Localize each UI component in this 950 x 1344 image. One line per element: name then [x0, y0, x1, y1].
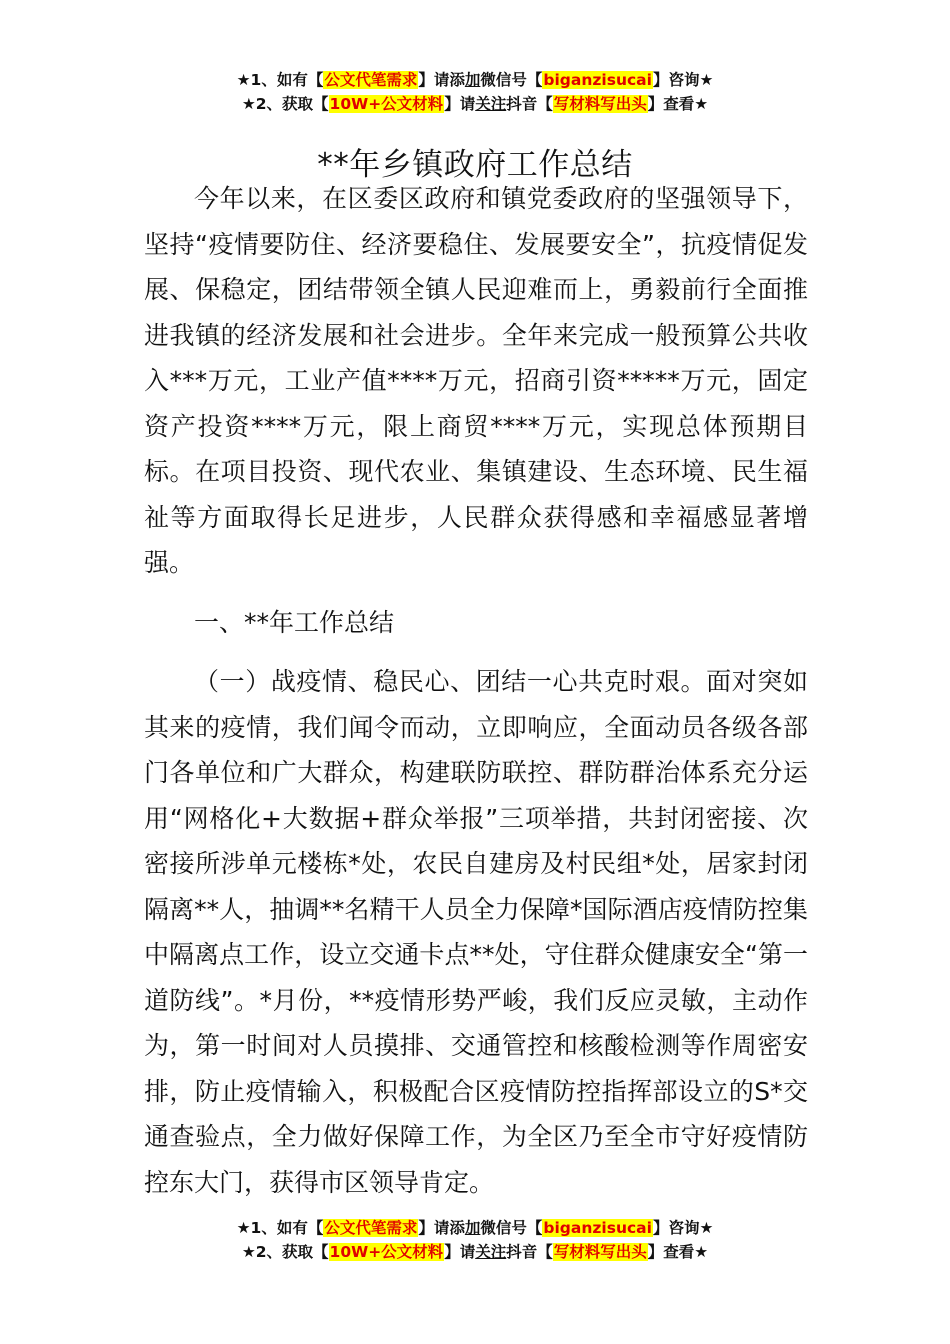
- promo-line-1: ★1、如有【公文代笔需求】请添加微信号【biganzisucai】咨询★: [236, 1219, 714, 1237]
- promo-banner-bottom: [0, 1216, 950, 1264]
- highlight-douyin: 写材料写出头: [553, 95, 647, 113]
- highlight-materials: 10W+公文材料: [329, 1243, 444, 1261]
- promo-line-1: ★1、如有【公文代笔需求】请添加微信号【biganzisucai】咨询★: [236, 71, 714, 89]
- highlight-materials: 10W+公文材料: [329, 95, 444, 113]
- section-heading: 一、**年工作总结: [194, 607, 395, 637]
- highlight-douyin: 写材料写出头: [553, 1243, 647, 1261]
- promo-banner-top: [0, 68, 950, 116]
- document-title: **年乡镇政府工作总结: [317, 146, 633, 183]
- highlight-service: 公文代笔需求: [324, 1219, 418, 1237]
- paragraph-intro: 今年以来，在区委区政府和镇党委政府的坚强领导下，坚持“疫情要防住、经济要稳住、发展要安全”，抗疫情促发展、保稳定，团结带领全镇人民迎难而上，勇毅前行全面推进我镇的经济发展和社会进步。全年来完成一般预算公共收入***万元，工业产值****万元，招商引资*****万元，固定资产投资****万元，限上商贸****万元，实现总体预期目标。在项目投资、现代农业、集镇建设、生态环境、民生福祉等方面取得长足进步，人民群众获得感和幸福感显著增强。: [144, 184, 808, 577]
- highlight-service: 公文代笔需求: [324, 71, 418, 89]
- highlight-wechat-id: biganzisucai: [543, 1219, 652, 1237]
- paragraph-epidemic: （一）战疫情、稳民心、团结一心共克时艰。面对突如其来的疫情，我们闻令而动，立即响应，全面动员各级各部门各单位和广大群众，构建联防联控、群防群治体系充分运用“网格化+大数据+群众举报”三项举措，共封闭密接、次密接所涉单元楼栋*处，农民自建房及村民组*处，居家封闭隔离**人，抽调**名精干人员全力保障*国际酒店疫情防控集中隔离点工作，设立交通卡点**处，守住群众健康安全“第一道防线”。*月份，**疫情形势严峻，我们反应灵敏，主动作为，第一时间对人员摸排、交通管控和核酸检测等作周密安排，防止疫情输入，积极配合区疫情防控指挥部设立的S*交通查验点，全力做好保障工作，为全区乃至全市守好疫情防控东大门，获得市区领导肯定。: [144, 667, 808, 1197]
- promo-line-2: ★2、获取【10W+公文材料】请关注抖音【写材料写出头】查看★: [241, 1243, 709, 1261]
- highlight-wechat-id: biganzisucai: [543, 71, 652, 89]
- promo-line-2: ★2、获取【10W+公文材料】请关注抖音【写材料写出头】查看★: [241, 95, 709, 113]
- document-body: [144, 176, 808, 1205]
